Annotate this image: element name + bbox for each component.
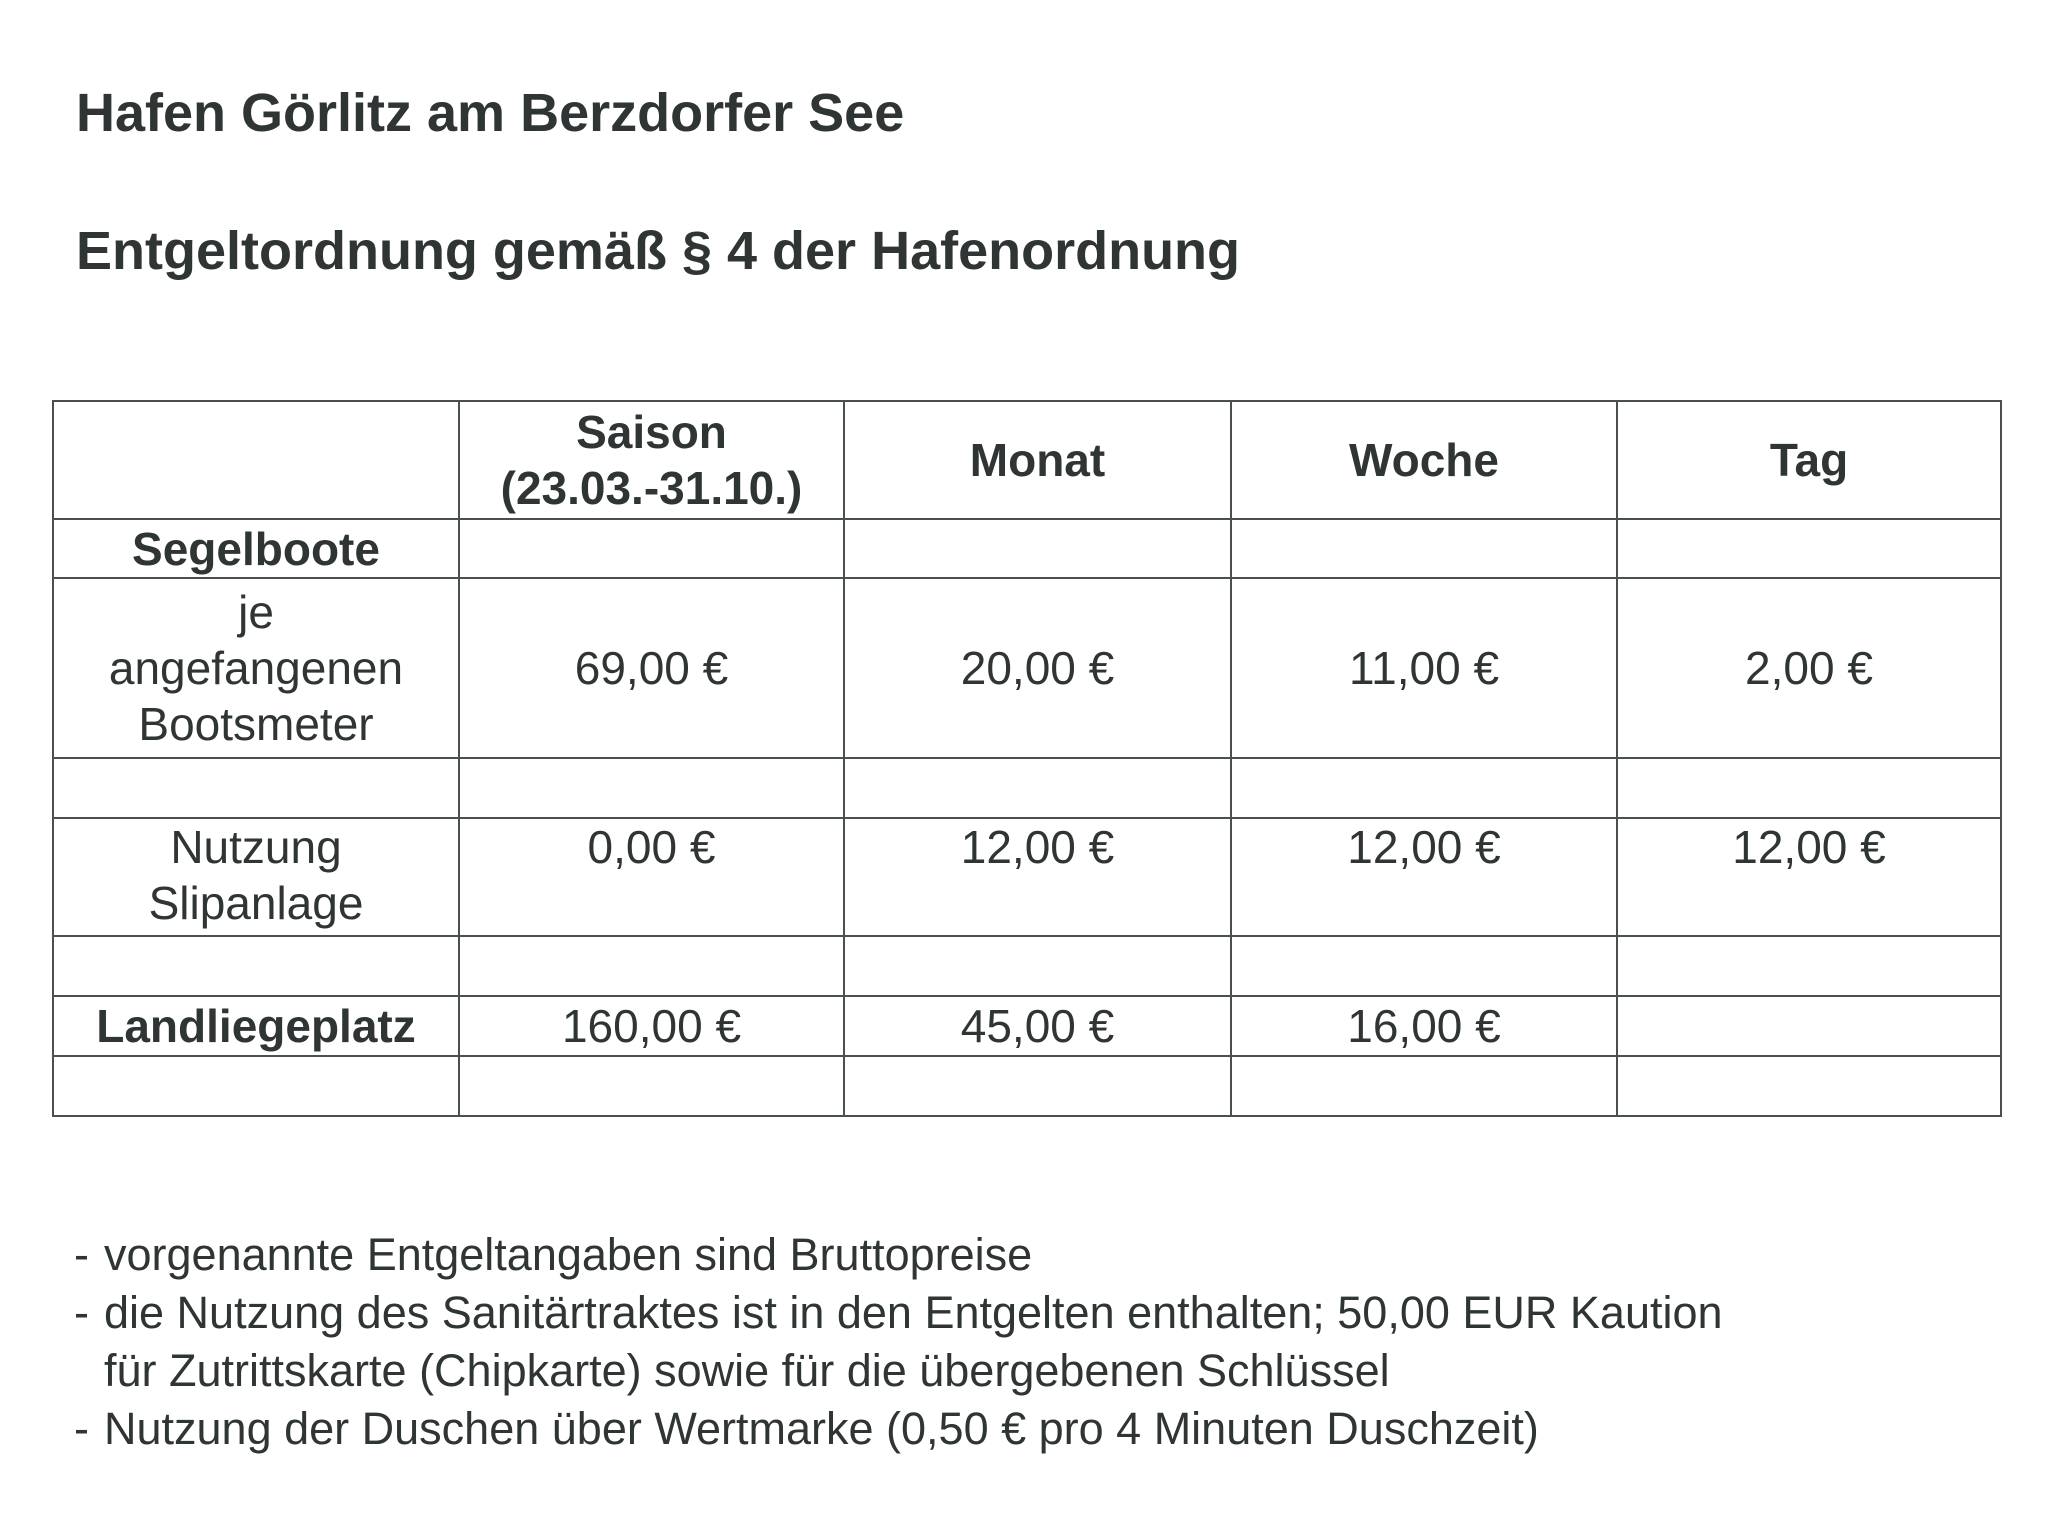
cell-empty (459, 758, 844, 818)
row-label-line: Nutzung (170, 821, 342, 873)
cell-slipanlage-monat: 12,00 € (844, 818, 1231, 936)
header-tag (1617, 401, 2001, 519)
dash-bullet: - (74, 1403, 89, 1454)
note-text: vorgenannte Entgeltangaben sind Bruttopreise (104, 1229, 1033, 1280)
table-row-bootsmeter (53, 578, 2001, 758)
dash-bullet: - (74, 1287, 89, 1338)
row-label-slipanlage (53, 818, 459, 936)
row-label-segelboote: Segelboote (53, 519, 459, 578)
row-label-bootsmeter (53, 578, 459, 758)
note-text: für Zutrittskarte (Chipkarte) sowie für die übergebenen Schlüssel (104, 1345, 1390, 1396)
row-label-line: je (238, 586, 274, 638)
cell-empty (1231, 519, 1617, 578)
cell-empty (1617, 1056, 2001, 1116)
header-woche-label: Woche (1349, 434, 1499, 486)
cell-empty (1617, 936, 2001, 996)
note-item (74, 1284, 1723, 1342)
cell-empty (53, 758, 459, 818)
table-row-empty (53, 758, 2001, 818)
note-text: Nutzung der Duschen über Wertmarke (0,50 € pro 4 Minuten Duschzeit) (104, 1403, 1539, 1454)
note-item (74, 1400, 1723, 1458)
header-monat-label: Monat (969, 434, 1106, 486)
cell-empty (53, 936, 459, 996)
cell-empty (1231, 1056, 1617, 1116)
header-saison-label: Saison (576, 406, 727, 458)
cell-empty (844, 1056, 1231, 1116)
cell-slipanlage-woche: 12,00 € (1231, 818, 1617, 936)
table-row-landliegeplatz (53, 996, 2001, 1056)
header-monat (844, 401, 1231, 519)
notes-list (74, 1226, 1723, 1458)
cell-empty (1617, 519, 2001, 578)
document-title: Hafen Görlitz am Berzdorfer See (76, 83, 905, 143)
cell-empty (844, 758, 1231, 818)
table-row-slipanlage (53, 818, 2001, 936)
cell-empty (53, 1056, 459, 1116)
row-label-line: angefangenen (108, 642, 404, 694)
table-header-row (53, 401, 2001, 519)
cell-empty (459, 519, 844, 578)
row-label-line: Slipanlage (148, 877, 364, 929)
row-label-line: Bootsmeter (138, 698, 374, 750)
cell-bootsmeter-woche: 11,00 € (1231, 578, 1617, 758)
cell-empty (1231, 758, 1617, 818)
cell-landliegeplatz-saison: 160,00 € (459, 996, 844, 1056)
document-subtitle: Entgeltordnung gemäß § 4 der Hafenordnung (76, 221, 1241, 281)
header-saison (459, 401, 844, 519)
cell-empty (459, 936, 844, 996)
cell-bootsmeter-tag: 2,00 € (1617, 578, 2001, 758)
fee-table (52, 400, 2002, 1117)
header-tag-label: Tag (1769, 434, 1849, 486)
cell-landliegeplatz-woche: 16,00 € (1231, 996, 1617, 1056)
header-saison-dates: (23.03.-31.10.) (500, 462, 803, 514)
cell-empty (844, 936, 1231, 996)
table-row-empty (53, 936, 2001, 996)
cell-bootsmeter-monat: 20,00 € (844, 578, 1231, 758)
cell-empty (459, 1056, 844, 1116)
note-text: die Nutzung des Sanitärtraktes ist in den Entgelten enthalten; 50,00 EUR Kaution (104, 1287, 1723, 1338)
table-row-empty (53, 1056, 2001, 1116)
cell-empty (844, 519, 1231, 578)
cell-slipanlage-tag: 12,00 € (1617, 818, 2001, 936)
cell-empty (1617, 758, 2001, 818)
row-label-landliegeplatz: Landliegeplatz (53, 996, 459, 1056)
note-item-continuation (74, 1342, 1723, 1400)
cell-bootsmeter-saison: 69,00 € (459, 578, 844, 758)
note-item (74, 1226, 1723, 1284)
dash-bullet: - (74, 1229, 89, 1280)
cell-slipanlage-saison: 0,00 € (459, 818, 844, 936)
cell-empty (1231, 936, 1617, 996)
table-row-segelboote (53, 519, 2001, 578)
header-woche (1231, 401, 1617, 519)
cell-landliegeplatz-monat: 45,00 € (844, 996, 1231, 1056)
cell-landliegeplatz-tag (1617, 996, 2001, 1056)
header-cell-empty (53, 401, 459, 519)
